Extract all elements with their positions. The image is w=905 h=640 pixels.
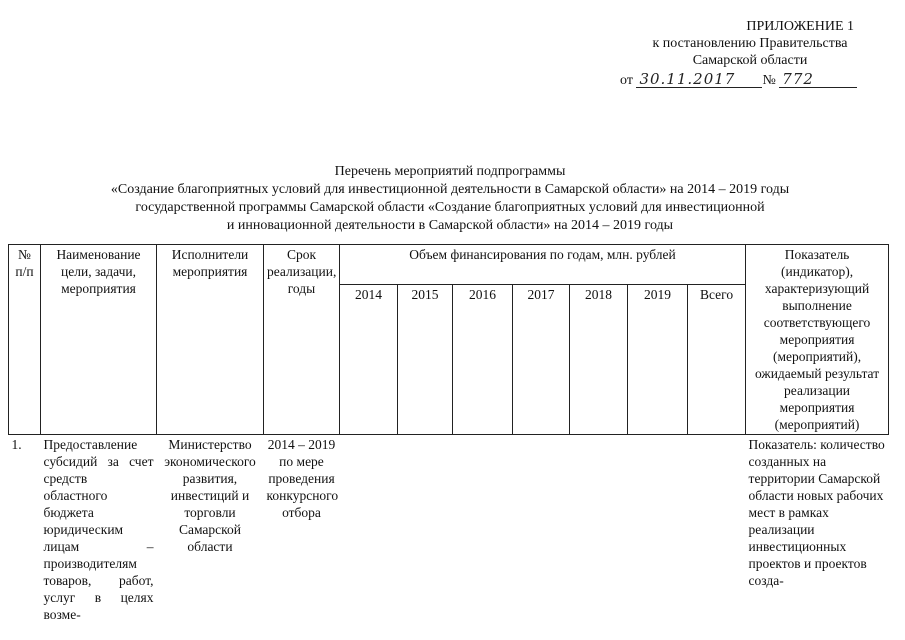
header-year-2015: 2015 (398, 285, 453, 435)
header-year-2014: 2014 (340, 285, 398, 435)
row-2014 (340, 435, 398, 625)
header-year-2016: 2016 (453, 285, 513, 435)
heading-line-3: государственной программы Самарской области «Создание благоприятных условий для инвестиционной (135, 200, 765, 215)
header-total: Всего (688, 285, 746, 435)
heading-line-2: «Создание благоприятных условий для инвестиционной деятельности в Самарской области» на 2014 – 2019 годы (110, 182, 790, 197)
appendix-title: ПРИЛОЖЕНИЕ 1 (746, 19, 854, 34)
header-year-2019: 2019 (628, 285, 688, 435)
handwritten-number: 772 (779, 71, 857, 88)
row-executors: Министерство экономического развития, инвестиций и торговли Самарской области (164, 437, 256, 554)
row-2017 (513, 435, 570, 625)
header-name: Наименование цели, задачи, мероприятия (41, 245, 157, 435)
row-period: 2014 – 2019 по мере проведения конкурсного отбора (266, 437, 339, 520)
header-num: № п/п (9, 245, 41, 435)
header-executors: Исполнители мероприятия (157, 245, 264, 435)
header-year-2017: 2017 (513, 285, 570, 435)
header-year-2018: 2018 (570, 285, 628, 435)
document-heading (40, 163, 860, 235)
appendix-line-2: Самарской области (692, 53, 808, 68)
header-funding: Объем финансирования по годам, млн. рублей (340, 245, 746, 285)
row-name: Предоставление субсидий за счет средств областного бюджета юридическим лицам – производителям товаров, работ, услуг в целях возме- (43, 437, 154, 622)
row-2018 (570, 435, 628, 625)
row-2016 (453, 435, 513, 625)
handwritten-date: 30.11.2017 (636, 71, 762, 88)
row-2015 (398, 435, 453, 625)
appendix-signature-line (620, 71, 880, 89)
row-2019 (628, 435, 688, 625)
number-label: № (762, 73, 776, 88)
appendix-block (620, 18, 880, 89)
table-row (9, 435, 889, 625)
row-indicator: Показатель: количество созданных на территории Самарской области новых рабочих мест в рамках реализации инвестиционных проектов и проектов созда- (748, 437, 885, 588)
header-indicator: Показатель (индикатор), характеризующий выполнение соответствующего мероприятия (мероприятий), ожидаемый результат реализации мероприятия (мероприятий) (746, 245, 889, 435)
header-period: Срок реализации, годы (264, 245, 340, 435)
row-total (688, 435, 746, 625)
from-label: от (620, 73, 633, 88)
appendix-line-1: к постановлению Правительства (652, 36, 848, 51)
row-num: 1. (11, 437, 22, 452)
header-row-1 (9, 245, 889, 285)
heading-line-4: и инновационной деятельности в Самарской области» на 2014 – 2019 годы (226, 218, 674, 233)
measures-table (8, 244, 889, 624)
heading-line-1: Перечень мероприятий подпрограммы (334, 164, 566, 179)
